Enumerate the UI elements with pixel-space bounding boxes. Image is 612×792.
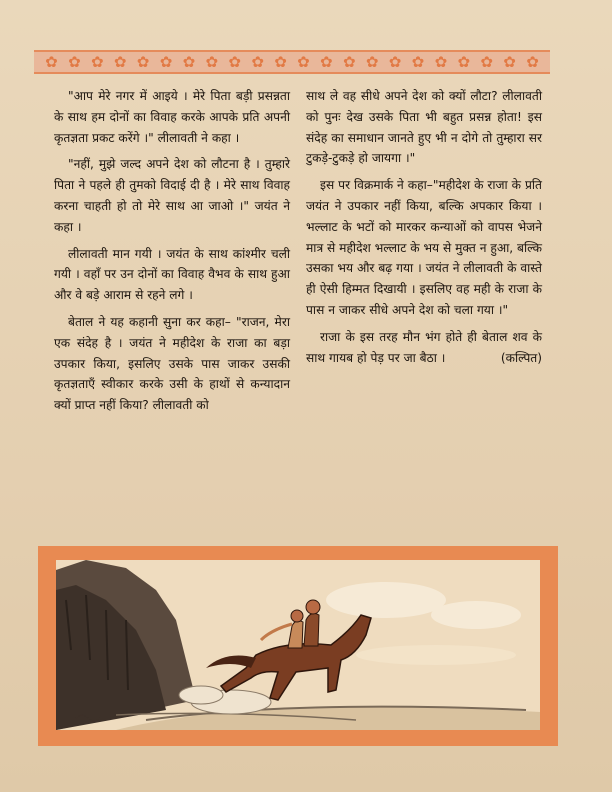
flower-ornament-icon: ✿	[90, 52, 104, 71]
flower-ornament-icon: ✿	[388, 52, 402, 71]
flower-ornament-icon: ✿	[434, 52, 448, 71]
rider-head	[291, 610, 303, 622]
paragraph: लीलावती मान गयी । जयंत के साथ कांश्मीर चली गयी । वहाँ पर उन दोनों का विवाह वैभव के साथ हुआ और वे बड़े आराम से रहने लगे ।	[54, 246, 290, 303]
flower-ornament-icon: ✿	[411, 52, 425, 71]
closing-paragraph	[306, 327, 542, 369]
right-text-column	[306, 86, 542, 374]
rider-man-shape	[304, 613, 319, 646]
paragraph: "नहीं, मुझे जल्द अपने देश को लौटना है । तुम्हारे पिता ने पहले ही तुमको विदाई दी है । मेरे साथ विवाह करना चाहती हो तो मेरे साथ आ जाओ ।" जयंत ने कहा ।	[54, 157, 290, 234]
flower-ornament-icon: ✿	[45, 52, 58, 71]
flower-ornament-icon: ✿	[182, 52, 196, 71]
cloud-shape	[356, 645, 516, 665]
paragraph: इस पर विक्रमार्क ने कहा–"महीदेश के राजा के प्रति जयंत ने उपकार नहीं किया, बल्कि अपकार किया । भल्लाट के भटों को मारकर कन्याओं को वापस भेजने मात्र से महीदेश भल्लाट के भय से मुक्त न हुआ, बल्कि उसका भय और बढ़ गया । जयंत ने लीलावती के वास्ते ही ऐसी हिम्मत दिखायी । इसलिए वह मही के राजा के पास न जाकर सीधे अपने देश को चला गया ।"	[306, 178, 542, 317]
paragraph-text: राजा के इस तरह मौन भंग होते ही बेताल शव के साथ गायब हो पेड़ पर जा बैठा ।	[306, 329, 542, 365]
flower-ornament-icon: ✿	[113, 52, 127, 71]
flower-ornament-icon: ✿	[365, 52, 379, 71]
flower-ornament-icon: ✿	[480, 52, 493, 71]
rider-head	[306, 600, 320, 614]
cloud-shape	[326, 582, 446, 618]
flower-ornament-icon: ✿	[503, 52, 516, 71]
flower-ornament-icon: ✿	[68, 52, 81, 71]
flower-ornament-icon: ✿	[342, 52, 356, 71]
flower-ornament-icon: ✿	[228, 52, 241, 71]
horse-tail	[206, 656, 256, 668]
cloud-shape	[431, 601, 521, 629]
dust-cloud	[179, 686, 223, 704]
flower-ornament-icon: ✿	[526, 52, 539, 71]
decorative-border	[34, 50, 550, 74]
credit-note: (कल्पित)	[500, 350, 542, 365]
paragraph: साथ ले वह सीधे अपने देश को क्यों लौटा? लीलावती को पुनः देख उसके पिता भी बहुत प्रसन्न होता! इस संदेह का समाधान जानते हुए भी न दोगे तो तुम्हारा सर टुकड़े-टुकड़े हो जायगा ।"	[306, 89, 542, 166]
flower-ornament-icon: ✿	[274, 52, 287, 71]
illustration-frame	[38, 546, 558, 746]
flower-ornament-icon: ✿	[205, 52, 219, 71]
horse-riders-illustration	[56, 560, 540, 730]
paragraph: "आप मेरे नगर में आइये । मेरे पिता बड़ी प्रसन्नता के साथ हम दोनों का विवाह करके आपके प्रति अपनी कृतज्ञता प्रकट करेंगे ।" लीलावती ने कहा ।	[54, 89, 290, 145]
flower-ornament-icon: ✿	[136, 52, 150, 71]
flower-ornament-icon: ✿	[251, 52, 264, 71]
flower-ornament-icon: ✿	[297, 52, 310, 71]
paragraph: बेताल ने यह कहानी सुना कर कहा– "राजन, मेरा एक संदेह है । जयंत ने महीदेश के राजा का बड़ा उपकार किया, इसलिए उसके पास जाकर उसकी कृतज्ञताएँ स्वीकार करके उसी के हाथों से कन्यादान क्यों प्राप्त नहीं किया? लीलावती को	[54, 314, 290, 413]
left-text-column	[54, 86, 290, 422]
flowing-scarf	[261, 624, 292, 640]
flower-ornament-icon: ✿	[159, 52, 173, 71]
illustration	[56, 560, 540, 730]
flower-ornament-icon: ✿	[457, 52, 471, 71]
flower-ornament-icon: ✿	[320, 52, 333, 71]
